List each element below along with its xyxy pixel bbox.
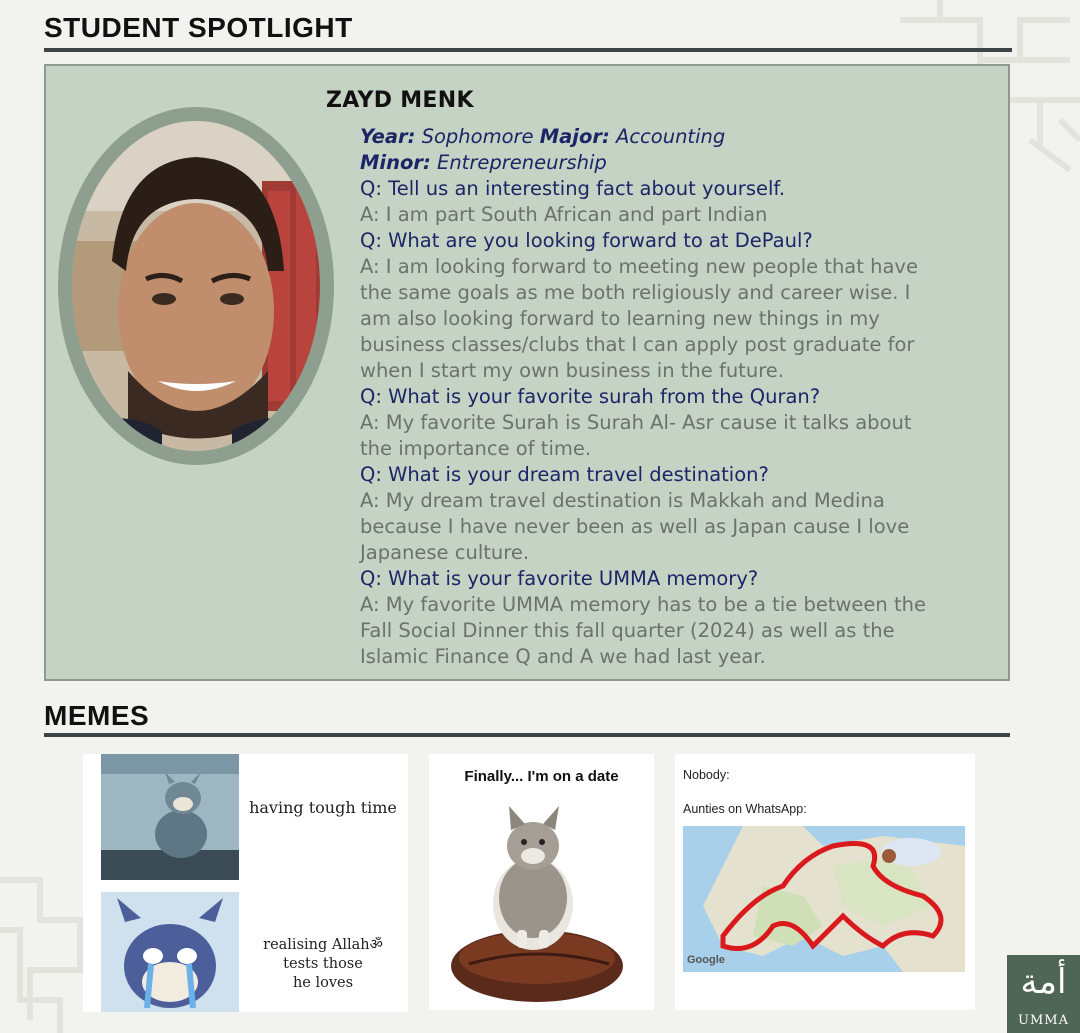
caption-line: realising Allahॐ <box>263 937 383 953</box>
year-label: Year: <box>360 125 416 148</box>
meme-text-nobody: Nobody: <box>683 768 730 782</box>
europe-map-image <box>683 826 965 972</box>
answer-line: the importance of time. <box>360 437 592 460</box>
answer-line: Islamic Finance Q and A we had last year. <box>360 645 766 668</box>
student-spotlight-heading: STUDENT SPOTLIGHT <box>44 12 353 43</box>
tom-sitting-image <box>101 754 239 880</box>
cat-on-date-image <box>429 794 654 1010</box>
answer-line: A: My favorite UMMA memory has to be a tie between the <box>360 593 926 616</box>
spotlight-card <box>44 64 1010 681</box>
minor-value: Entrepreneurship <box>437 151 607 174</box>
major-value: Accounting <box>616 125 726 148</box>
background-pattern-left <box>0 860 90 1033</box>
answer-line: A: I am part South African and part Indian <box>360 203 768 226</box>
answer-line: when I start my own business in the future. <box>360 359 784 382</box>
question: Q: What is your dream travel destination? <box>360 463 769 486</box>
question: Q: Tell us an interesting fact about yourself. <box>360 177 786 200</box>
meme-text-aunties: Aunties on WhatsApp: <box>683 802 807 816</box>
caption-line: tests those <box>283 956 363 972</box>
question: Q: What is your favorite UMMA memory? <box>360 567 759 590</box>
meme-caption: having tough time <box>249 798 397 817</box>
umma-logo-text: UMMA <box>1018 1013 1069 1028</box>
minor-line <box>360 150 1000 176</box>
umma-logo-arabic: أمة <box>1020 962 1067 1002</box>
answer-line: A: My favorite Surah is Surah Al- Asr cause it talks about <box>360 411 912 434</box>
answer-line: A: I am looking forward to meeting new people that have <box>360 255 918 278</box>
student-interview <box>360 124 1000 670</box>
answer-line: the same goals as me both religiously and career wise. I <box>360 281 911 304</box>
portrait-frame <box>58 107 334 465</box>
answer-line: because I have never been as well as Japan cause I love <box>360 515 910 538</box>
meme-title: Finally... I'm on a date <box>464 768 619 785</box>
student-photo <box>72 121 320 451</box>
answer-line: business classes/clubs that I can apply post graduate for <box>360 333 915 356</box>
umma-logo <box>1007 955 1080 1033</box>
map-credit: Google <box>687 954 725 966</box>
section-divider <box>44 48 1012 52</box>
answer-line: Fall Social Dinner this fall quarter (2024) as well as the <box>360 619 895 642</box>
meme-cat-on-date <box>429 754 654 1010</box>
tom-crying-image <box>101 892 239 1012</box>
year-value: Sophomore <box>421 125 534 148</box>
major-label: Major: <box>539 125 610 148</box>
answer-line: A: My dream travel destination is Makkah and Medina <box>360 489 885 512</box>
meme-tom-tough-time <box>83 754 408 1012</box>
student-name: ZAYD MENK <box>326 88 474 113</box>
minor-label: Minor: <box>360 151 431 174</box>
year-major-line <box>360 124 1000 150</box>
meme-aunties-whatsapp <box>675 754 975 1010</box>
memes-heading: MEMES <box>44 700 150 731</box>
answer-line: Japanese culture. <box>360 541 530 564</box>
meme-caption-bottom <box>248 936 398 993</box>
caption-line: he loves <box>292 975 354 991</box>
question: Q: What are you looking forward to at DePaul? <box>360 229 813 252</box>
question: Q: What is your favorite surah from the Quran? <box>360 385 821 408</box>
section-divider <box>44 733 1010 737</box>
answer-line: am also looking forward to learning new things in my <box>360 307 880 330</box>
